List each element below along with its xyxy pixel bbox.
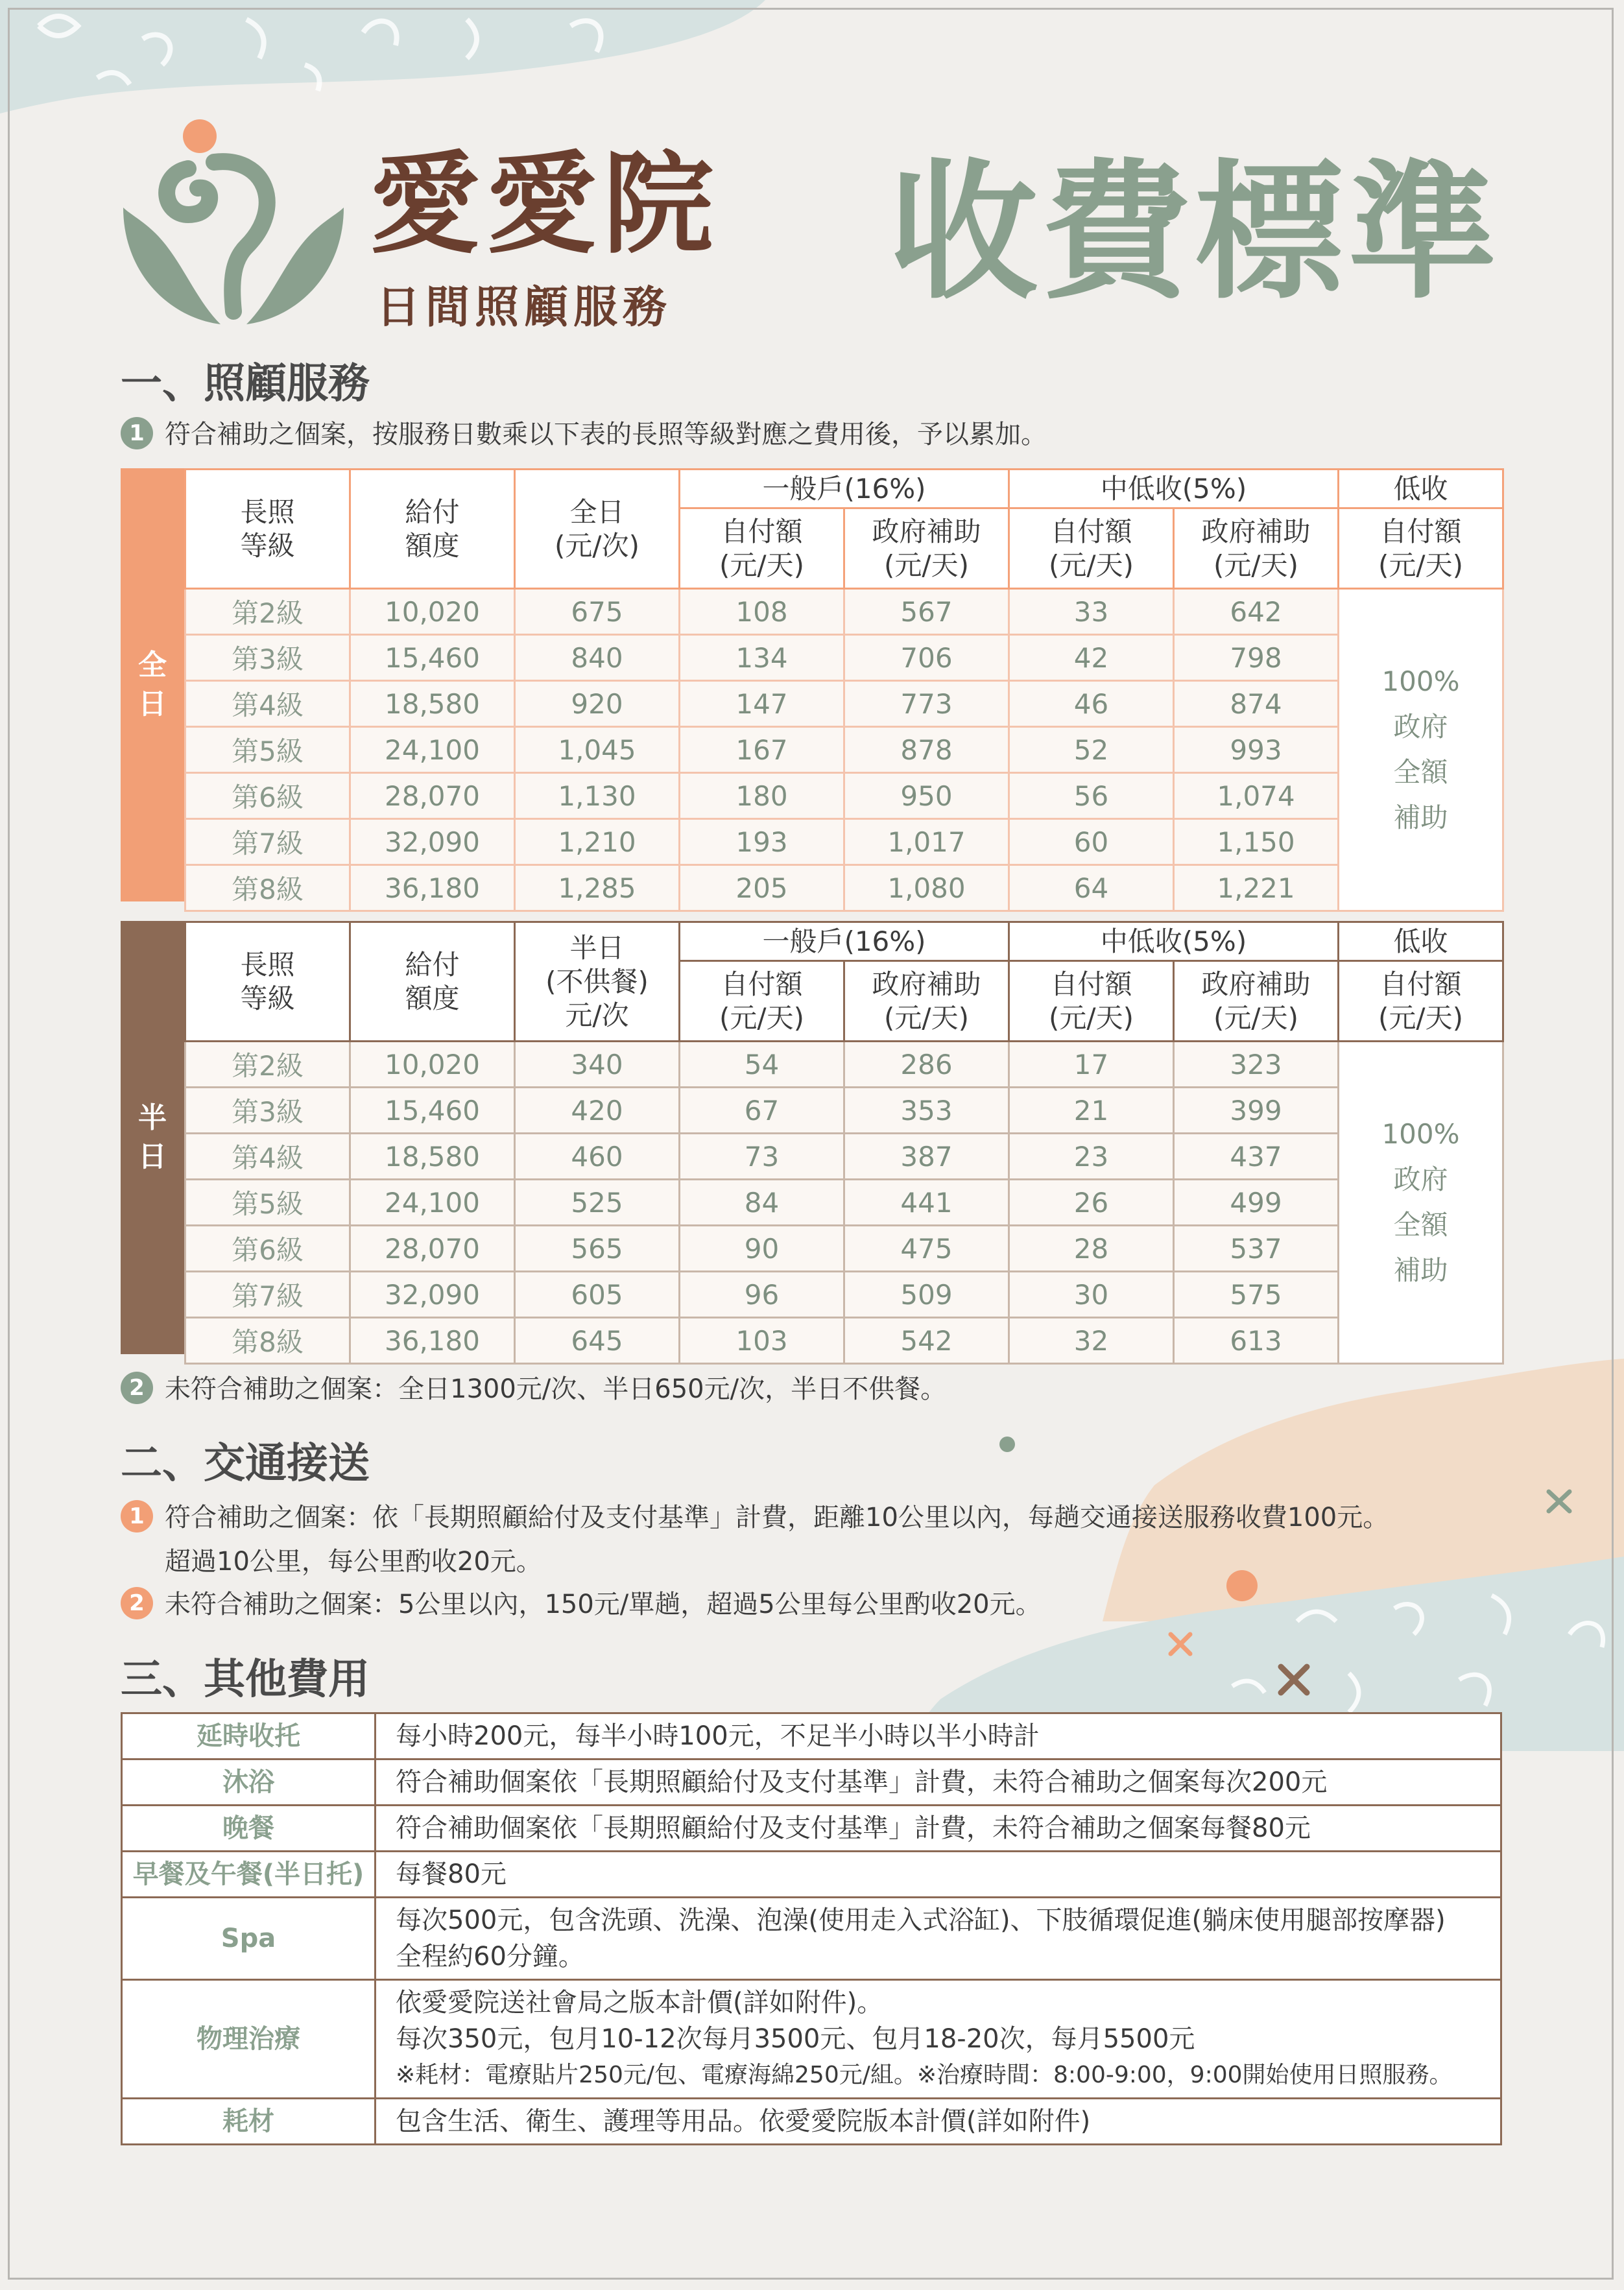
table-row	[122, 1898, 1501, 1980]
value-cell: 387	[844, 1134, 1009, 1180]
level-cell: 第5級	[185, 727, 350, 773]
value-cell: 17	[1009, 1042, 1174, 1088]
value-cell: 773	[844, 681, 1009, 727]
value-cell: 96	[680, 1272, 844, 1318]
value-cell: 1,074	[1174, 773, 1339, 819]
level-cell: 第4級	[185, 1134, 350, 1180]
number-badge: 1	[121, 417, 153, 449]
value-cell: 537	[1174, 1226, 1339, 1272]
brand-name: 愛愛院	[370, 139, 721, 269]
header-self-pay: 自付額 (元/天)	[1339, 508, 1503, 589]
value-cell: 32	[1009, 1318, 1174, 1364]
fee-item-description: 依愛愛院送社會局之版本計價(詳如附件)。 每次350元，包月10-12次每月3500元、包月18-20次，每月5500元 ※耗材：電療貼片250元/包、電療海綿250元/組。※治療時間：8:00-9:00，9:00開始使用日照服務。	[376, 1980, 1501, 2099]
value-cell: 1,017	[844, 819, 1009, 865]
section-title-transport: 二、交通接送	[121, 1440, 370, 1488]
fee-item-name: 晚餐	[122, 1806, 376, 1852]
table-row	[185, 819, 1503, 865]
level-cell: 第8級	[185, 1318, 350, 1364]
table-row	[122, 1806, 1501, 1852]
value-cell: 60	[1009, 819, 1174, 865]
half-day-fee-table	[184, 921, 1504, 1365]
value-cell: 10,020	[350, 1042, 515, 1088]
value-cell: 878	[844, 727, 1009, 773]
header-midlow: 中低收(5%)	[1009, 922, 1339, 961]
value-cell: 874	[1174, 681, 1339, 727]
header-low: 低收	[1339, 470, 1503, 508]
care-note-1-text: 符合補助之個案，按服務日數乘以下表的長照等級對應之費用後，予以累加。	[165, 420, 1047, 449]
level-cell: 第3級	[185, 635, 350, 681]
value-cell: 542	[844, 1318, 1009, 1364]
value-cell: 21	[1009, 1088, 1174, 1134]
value-cell: 42	[1009, 635, 1174, 681]
header-price: 半日 (不供餐) 元/次	[515, 922, 680, 1042]
value-cell: 24,100	[350, 1180, 515, 1226]
level-cell: 第7級	[185, 819, 350, 865]
value-cell: 28,070	[350, 1226, 515, 1272]
value-cell: 509	[844, 1272, 1009, 1318]
level-cell: 第2級	[185, 589, 350, 635]
value-cell: 460	[515, 1134, 680, 1180]
value-cell: 993	[1174, 727, 1339, 773]
fee-item-description: 包含生活、衛生、護理等用品。依愛愛院版本計價(詳如附件)	[376, 2099, 1501, 2145]
value-cell: 950	[844, 773, 1009, 819]
value-cell: 64	[1009, 865, 1174, 911]
value-cell: 353	[844, 1088, 1009, 1134]
header-low: 低收	[1339, 922, 1503, 961]
value-cell: 90	[680, 1226, 844, 1272]
value-cell: 340	[515, 1042, 680, 1088]
value-cell: 18,580	[350, 681, 515, 727]
low-income-subsidy-note: 100% 政府 全額 補助	[1339, 589, 1503, 911]
value-cell: 1,130	[515, 773, 680, 819]
table-row	[185, 773, 1503, 819]
transport-note-2-text: 未符合補助之個案：5公里以內，150元/單趟，超過5公里每公里酌收20元。	[165, 1590, 1042, 1619]
fee-item-name: 耗材	[122, 2099, 376, 2145]
transport-note-1	[121, 1496, 1389, 1584]
value-cell: 24,100	[350, 727, 515, 773]
table-row	[122, 1980, 1501, 2099]
value-cell: 1,045	[515, 727, 680, 773]
value-cell: 54	[680, 1042, 844, 1088]
value-cell: 420	[515, 1088, 680, 1134]
value-cell: 565	[515, 1226, 680, 1272]
header-self-pay: 自付額 (元/天)	[1009, 961, 1174, 1042]
table-row	[185, 865, 1503, 911]
fee-item-name: 早餐及午餐(半日托)	[122, 1852, 376, 1898]
care-note-2-text: 未符合補助之個案：全日1300元/次、半日650元/次，半日不供餐。	[165, 1374, 947, 1404]
care-note-1	[121, 412, 1047, 457]
level-cell: 第5級	[185, 1180, 350, 1226]
value-cell: 10,020	[350, 589, 515, 635]
value-cell: 205	[680, 865, 844, 911]
value-cell: 499	[1174, 1180, 1339, 1226]
low-income-subsidy-note: 100% 政府 全額 補助	[1339, 1042, 1503, 1364]
level-cell: 第6級	[185, 773, 350, 819]
level-cell: 第3級	[185, 1088, 350, 1134]
value-cell: 642	[1174, 589, 1339, 635]
value-cell: 26	[1009, 1180, 1174, 1226]
header-general: 一般戶(16%)	[680, 470, 1009, 508]
header-quota: 給付 額度	[350, 470, 515, 589]
header-general: 一般戶(16%)	[680, 922, 1009, 961]
value-cell: 52	[1009, 727, 1174, 773]
value-cell: 798	[1174, 635, 1339, 681]
header-gov: 政府補助 (元/天)	[844, 961, 1009, 1042]
table-row	[185, 1318, 1503, 1364]
fee-item-description: 每次500元，包含洗頭、洗澡、泡澡(使用走入式浴缸)、下肢循環促進(躺床使用腿部按摩器) 全程約60分鐘。	[376, 1898, 1501, 1980]
value-cell: 1,150	[1174, 819, 1339, 865]
header-level: 長照 等級	[185, 922, 350, 1042]
value-cell: 15,460	[350, 1088, 515, 1134]
fee-item-description: 每小時200元，每半小時100元，不足半小時以半小時計	[376, 1713, 1501, 1759]
value-cell: 33	[1009, 589, 1174, 635]
other-fees-table	[121, 1712, 1502, 2145]
value-cell: 1,080	[844, 865, 1009, 911]
value-cell: 605	[515, 1272, 680, 1318]
care-note-2	[121, 1367, 946, 1411]
value-cell: 675	[515, 589, 680, 635]
header-gov: 政府補助 (元/天)	[844, 508, 1009, 589]
value-cell: 103	[680, 1318, 844, 1364]
level-cell: 第2級	[185, 1042, 350, 1088]
table-row	[122, 1759, 1501, 1806]
fee-item-name: 沐浴	[122, 1759, 376, 1806]
header-self-pay: 自付額 (元/天)	[680, 508, 844, 589]
header-self-pay: 自付額 (元/天)	[1339, 961, 1503, 1042]
level-cell: 第6級	[185, 1226, 350, 1272]
table-row	[185, 589, 1503, 635]
header-self-pay: 自付額 (元/天)	[680, 961, 844, 1042]
value-cell: 645	[515, 1318, 680, 1364]
header-gov: 政府補助 (元/天)	[1174, 508, 1339, 589]
value-cell: 567	[844, 589, 1009, 635]
value-cell: 134	[680, 635, 844, 681]
table-row	[185, 727, 1503, 773]
header-self-pay: 自付額 (元/天)	[1009, 508, 1174, 589]
value-cell: 36,180	[350, 865, 515, 911]
full-day-side-label: 全 日	[121, 468, 184, 901]
transport-note-1-text: 符合補助之個案：依「長期照顧給付及支付基準」計費，距離10公里以內，每趟交通接送服務收費100元。	[165, 1503, 1389, 1533]
value-cell: 28	[1009, 1226, 1174, 1272]
value-cell: 84	[680, 1180, 844, 1226]
value-cell: 73	[680, 1134, 844, 1180]
value-cell: 167	[680, 727, 844, 773]
half-day-table	[121, 921, 1502, 1358]
value-cell: 193	[680, 819, 844, 865]
value-cell: 23	[1009, 1134, 1174, 1180]
brand-subtitle: 日間照顧服務	[376, 281, 673, 333]
level-cell: 第8級	[185, 865, 350, 911]
value-cell: 180	[680, 773, 844, 819]
table-row	[185, 1042, 1503, 1088]
value-cell: 36,180	[350, 1318, 515, 1364]
half-day-side-label: 半 日	[121, 921, 184, 1354]
value-cell: 108	[680, 589, 844, 635]
table-row	[122, 1852, 1501, 1898]
value-cell: 32,090	[350, 819, 515, 865]
fee-item-description: 符合補助個案依「長期照顧給付及支付基準」計費，未符合補助之個案每餐80元	[376, 1806, 1501, 1852]
value-cell: 323	[1174, 1042, 1339, 1088]
fee-item-name: Spa	[122, 1898, 376, 1980]
header-price: 全日 (元/次)	[515, 470, 680, 589]
value-cell: 1,285	[515, 865, 680, 911]
fee-item-description: 每餐80元	[376, 1852, 1501, 1898]
value-cell: 613	[1174, 1318, 1339, 1364]
table-row	[122, 1713, 1501, 1759]
value-cell: 32,090	[350, 1272, 515, 1318]
transport-note-1-cont: 超過10公里，每公里酌收20元。	[165, 1547, 542, 1577]
fee-item-name: 延時收托	[122, 1713, 376, 1759]
number-badge: 2	[121, 1372, 153, 1404]
header-level: 長照 等級	[185, 470, 350, 589]
table-row	[122, 2099, 1501, 2145]
value-cell: 475	[844, 1226, 1009, 1272]
value-cell: 46	[1009, 681, 1174, 727]
full-day-fee-table	[184, 468, 1504, 912]
value-cell: 56	[1009, 773, 1174, 819]
lotus-hands-logo-icon	[117, 117, 350, 337]
section-title-other: 三、其他費用	[121, 1656, 370, 1704]
value-cell: 1,210	[515, 819, 680, 865]
value-cell: 706	[844, 635, 1009, 681]
value-cell: 437	[1174, 1134, 1339, 1180]
value-cell: 30	[1009, 1272, 1174, 1318]
value-cell: 441	[844, 1180, 1009, 1226]
level-cell: 第7級	[185, 1272, 350, 1318]
table-row	[185, 1134, 1503, 1180]
full-day-table	[121, 468, 1502, 905]
header-quota: 給付 額度	[350, 922, 515, 1042]
number-badge: 1	[121, 1500, 153, 1533]
value-cell: 28,070	[350, 773, 515, 819]
number-badge: 2	[121, 1587, 153, 1619]
section-title-care: 一、照顧服務	[121, 360, 370, 408]
table-row	[185, 1226, 1503, 1272]
fee-item-description: 符合補助個案依「長期照顧給付及支付基準」計費，未符合補助之個案每次200元	[376, 1759, 1501, 1806]
value-cell: 67	[680, 1088, 844, 1134]
page-title: 收費標準	[889, 147, 1501, 320]
table-row	[185, 681, 1503, 727]
table-row	[185, 1088, 1503, 1134]
value-cell: 1,221	[1174, 865, 1339, 911]
table-row	[185, 1272, 1503, 1318]
value-cell: 575	[1174, 1272, 1339, 1318]
value-cell: 147	[680, 681, 844, 727]
header-gov: 政府補助 (元/天)	[1174, 961, 1339, 1042]
value-cell: 18,580	[350, 1134, 515, 1180]
value-cell: 15,460	[350, 635, 515, 681]
transport-note-2	[121, 1582, 1042, 1627]
level-cell: 第4級	[185, 681, 350, 727]
value-cell: 840	[515, 635, 680, 681]
header-midlow: 中低收(5%)	[1009, 470, 1339, 508]
table-row	[185, 635, 1503, 681]
value-cell: 525	[515, 1180, 680, 1226]
table-row	[185, 1180, 1503, 1226]
fee-item-name: 物理治療	[122, 1980, 376, 2099]
value-cell: 399	[1174, 1088, 1339, 1134]
value-cell: 286	[844, 1042, 1009, 1088]
value-cell: 920	[515, 681, 680, 727]
